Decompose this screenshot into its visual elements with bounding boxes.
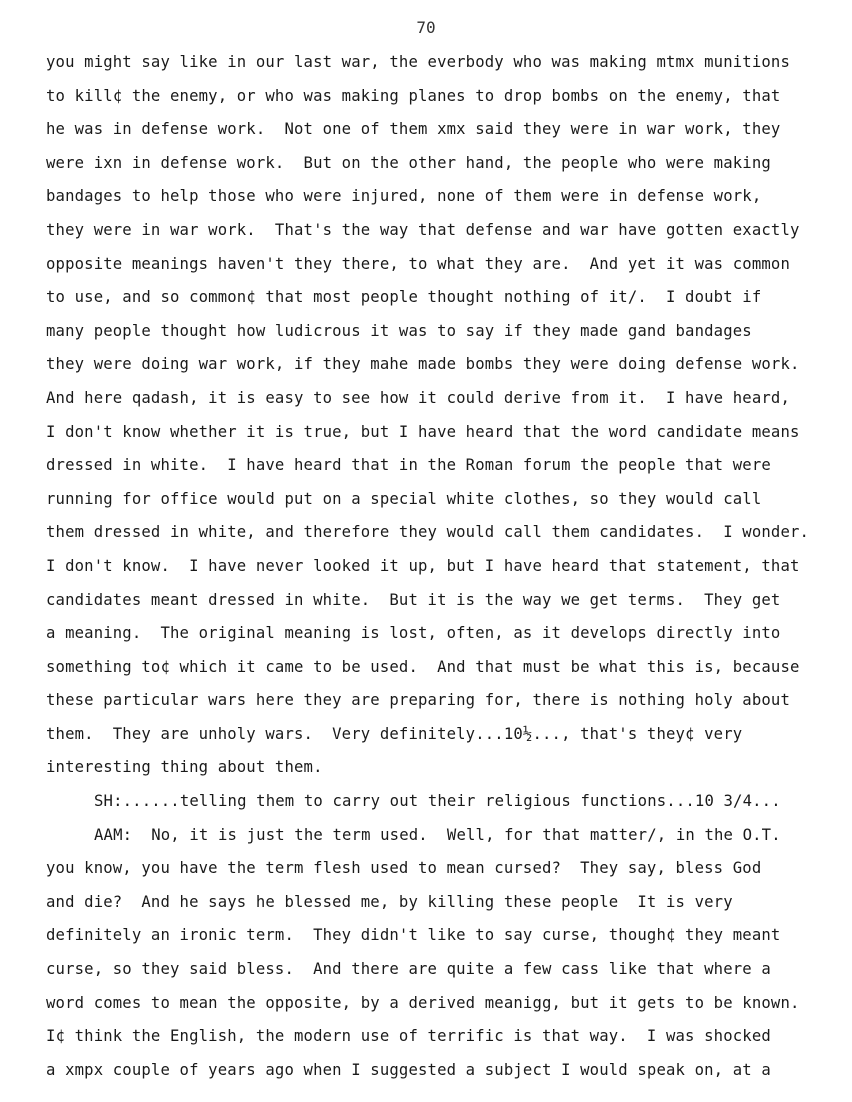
text-line: SH:......telling them to carry out their religious functions...10 3/4... [94, 792, 781, 811]
text-line: I don't know. I have never looked it up, but I have heard that statement, that [46, 556, 800, 575]
text-line: a xmpx couple of years ago when I suggested a subject I would speak on, at a [46, 1060, 771, 1079]
text-line: candidates meant dressed in white. But it is the way we get terms. They get [46, 590, 781, 609]
text-line: dressed in white. I have heard that in the Roman forum the people that were [46, 456, 771, 475]
text-line: bandages to help those who were injured, none of them were in defense work, [46, 187, 762, 206]
text-line: opposite meanings haven't they there, to what they are. And yet it was common [46, 254, 790, 273]
text-line: running for office would put on a special white clothes, so they would call [46, 489, 762, 508]
text-line: something to¢ which it came to be used. And that must be what this is, because [46, 657, 800, 676]
text-line: these particular wars here they are preparing for, there is nothing holy about [46, 691, 790, 710]
text-line: definitely an ironic term. They didn't like to say curse, though¢ they meant [46, 926, 781, 945]
text-line: many people thought how ludicrous it was to say if they made gand bandages [46, 321, 752, 340]
text-line: you know, you have the term flesh used to mean cursed? They say, bless God [46, 859, 762, 878]
text-line: curse, so they said bless. And there are quite a few cass like that where a [46, 960, 771, 979]
text-line: word comes to mean the opposite, by a derived meanigg, but it gets to be known. [46, 993, 800, 1012]
text-line: And here qadash, it is easy to see how it could derive from it. I have heard, [46, 388, 790, 407]
text-line: they were doing war work, if they mahe made bombs they were doing defense work. [46, 355, 800, 374]
text-line: and die? And he says he blessed me, by killing these people It is very [46, 892, 733, 911]
text-line: were ixn in defense work. But on the other hand, the people who were making [46, 153, 771, 172]
transcript-body [46, 50, 846, 1091]
text-line: I don't know whether it is true, but I have heard that the word candidate means [46, 422, 800, 441]
text-line: they were in war work. That's the way that defense and war have gotten exactly [46, 220, 800, 239]
page-number: 70 [416, 18, 436, 37]
text-line: them dressed in white, and therefore they would call them candidates. I wonder. [46, 523, 810, 542]
text-line: he was in defense work. Not one of them xmx said they were in war work, they [46, 120, 781, 139]
text-line: them. They are unholy wars. Very definitely...10½..., that's they¢ very [46, 724, 743, 743]
text-line: I¢ think the English, the modern use of terrific is that way. I was shocked [46, 1027, 771, 1046]
text-line: to kill¢ the enemy, or who was making planes to drop bombs on the enemy, that [46, 86, 781, 105]
text-line: you might say like in our last war, the everbody who was making mtmx munitions [46, 53, 790, 71]
text-line: a meaning. The original meaning is lost, often, as it develops directly into [46, 624, 781, 643]
text-line: interesting thing about them. [46, 758, 323, 777]
text-line: to use, and so common¢ that most people thought nothing of it/. I doubt if [46, 288, 762, 307]
text-line: AAM: No, it is just the term used. Well, for that matter/, in the O.T. [94, 825, 781, 844]
